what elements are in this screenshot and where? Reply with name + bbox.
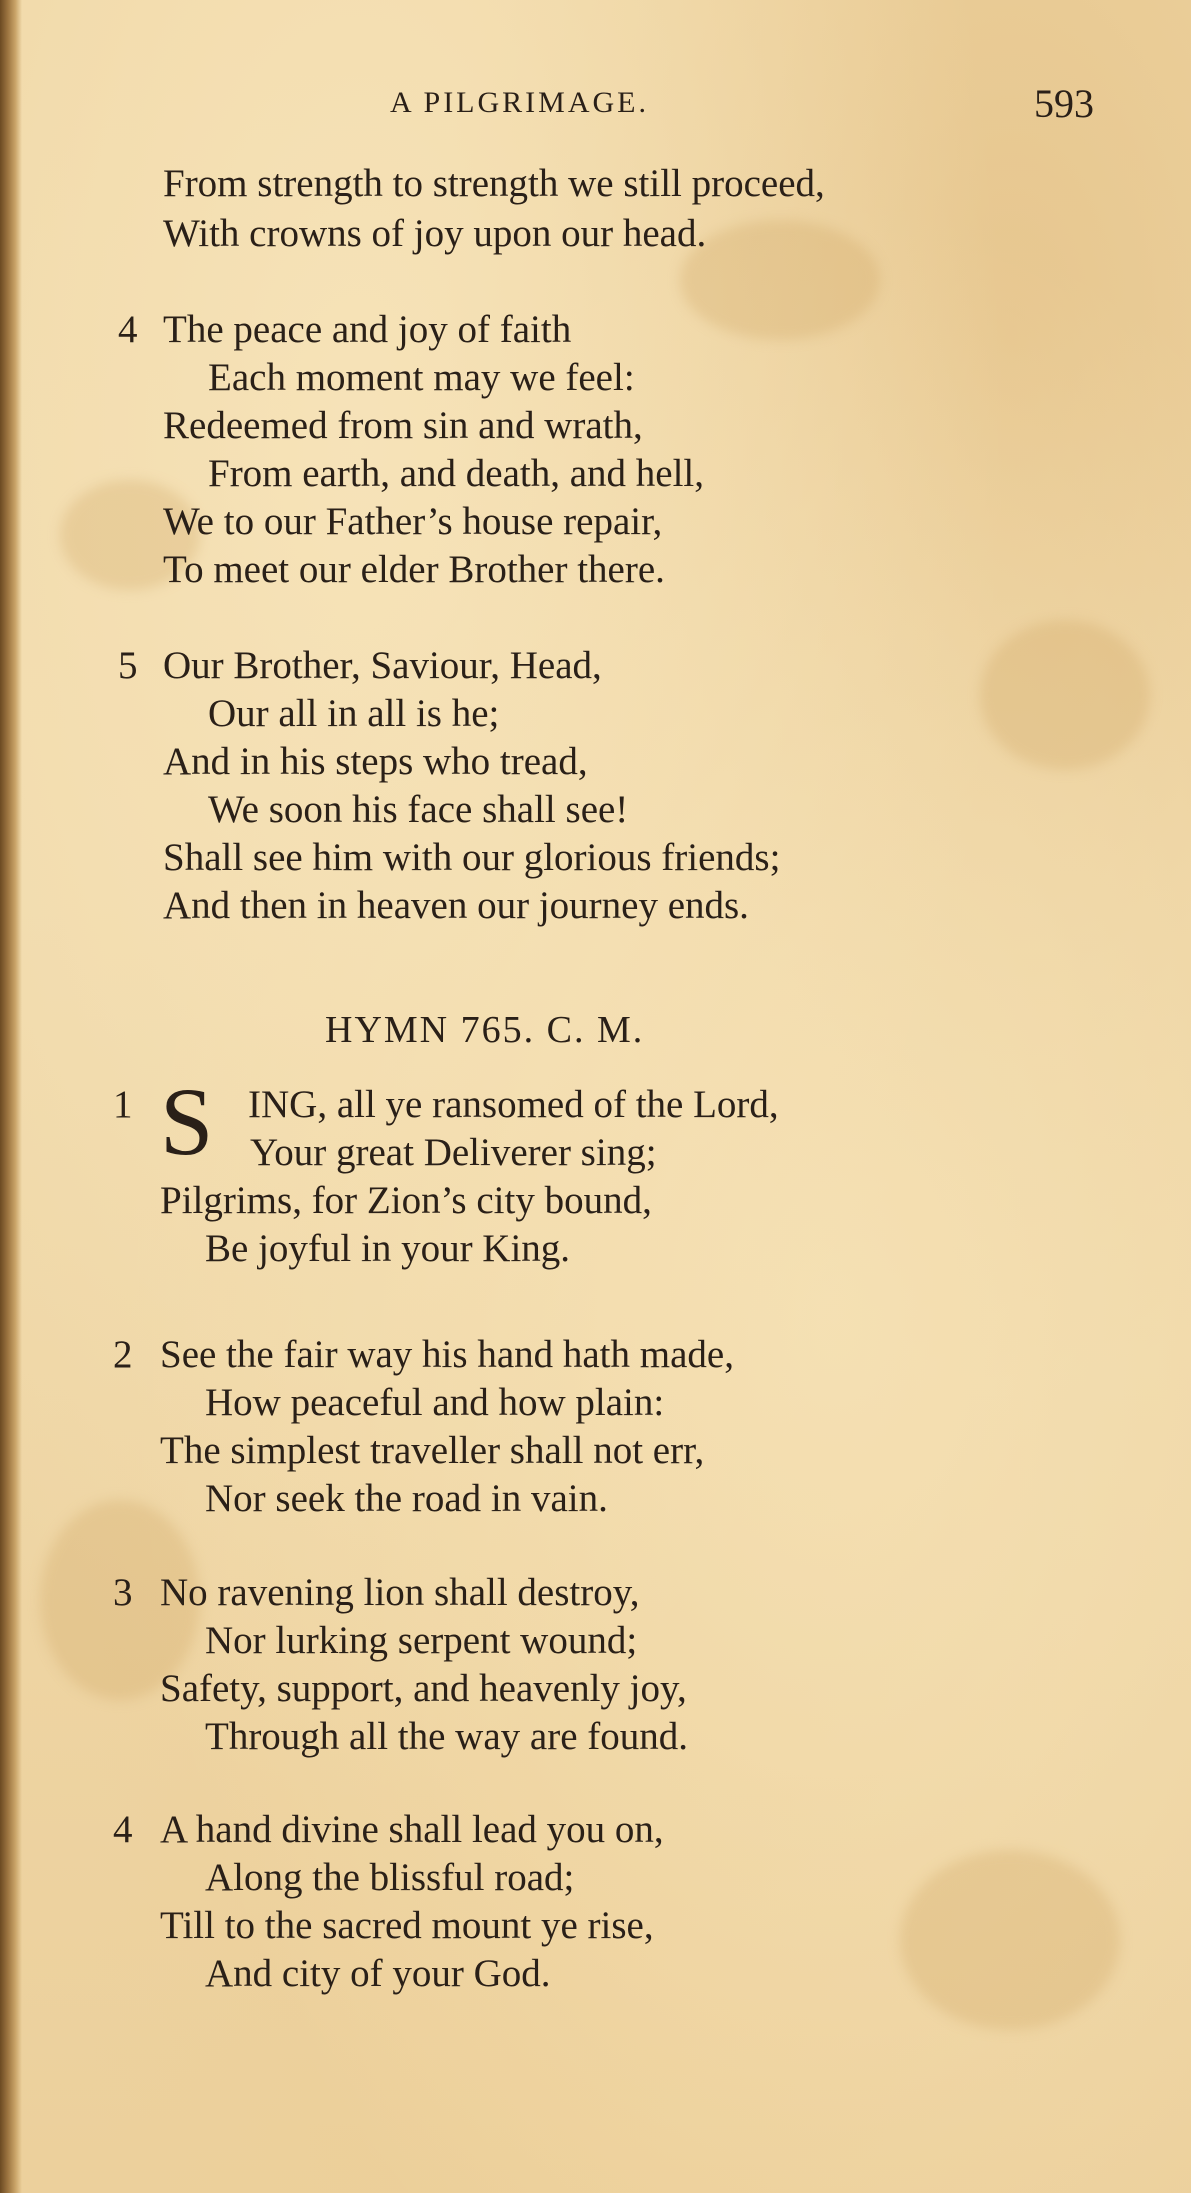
page-number: 593 — [1034, 81, 1094, 126]
stanza-number: 2 — [113, 1333, 133, 1376]
verse-line: And in his steps who tread, — [163, 740, 588, 783]
verse-line: The peace and joy of faith — [163, 308, 572, 351]
running-title: A PILGRIMAGE. — [390, 86, 650, 119]
verse-line: Till to the sacred mount ye rise, — [160, 1904, 654, 1947]
verse-line: Safety, support, and heavenly joy, — [160, 1667, 687, 1710]
verse-line: No ravening lion shall destroy, — [160, 1571, 640, 1614]
verse-line: Be joyful in your King. — [205, 1227, 571, 1270]
verse-line: A hand divine shall lead you on, — [160, 1808, 664, 1851]
verse-line: From strength to strength we still proceed, — [163, 162, 825, 205]
stanza-number: 5 — [118, 644, 138, 687]
verse-line: And city of your God. — [205, 1952, 551, 1995]
hymn-heading: HYMN 765. C. M. — [325, 1009, 645, 1051]
verse-line: We soon his face shall see! — [208, 788, 629, 831]
stanza-number: 1 — [113, 1083, 133, 1126]
paper-stain — [680, 220, 880, 340]
verse-line: Nor seek the road in vain. — [205, 1477, 608, 1520]
verse-line: Redeemed from sin and wrath, — [163, 404, 643, 447]
verse-line: Shall see him with our glorious friends; — [163, 836, 781, 879]
page-binding-edge — [0, 0, 22, 2193]
verse-line: Through all the way are found. — [205, 1715, 689, 1758]
stanza-number: 4 — [113, 1808, 133, 1851]
verse-line: To meet our elder Brother there. — [163, 548, 665, 591]
verse-line: See the fair way his hand hath made, — [160, 1333, 734, 1376]
verse-line: Our Brother, Saviour, Head, — [163, 644, 602, 687]
verse-line: ING, all ye ransomed of the Lord, — [248, 1083, 779, 1126]
stanza-number: 3 — [113, 1571, 133, 1614]
verse-line: And then in heaven our journey ends. — [163, 884, 749, 927]
drop-cap: S — [160, 1068, 214, 1175]
stanza-number: 4 — [118, 308, 138, 351]
page-header — [0, 80, 1191, 130]
verse-line: Nor lurking serpent wound; — [205, 1619, 638, 1662]
verse-line: Along the blissful road; — [205, 1856, 575, 1899]
verse-line: How peaceful and how plain: — [205, 1381, 665, 1424]
verse-line: Each moment may we feel: — [208, 356, 635, 399]
verse-line: With crowns of joy upon our head. — [163, 212, 707, 255]
verse-line: Your great Deliverer sing; — [250, 1131, 657, 1174]
verse-line: We to our Father’s house repair, — [163, 500, 663, 543]
paper-stain — [900, 1850, 1120, 2030]
paper-stain — [980, 620, 1150, 770]
verse-line: Our all in all is he; — [208, 692, 500, 735]
verse-line: Pilgrims, for Zion’s city bound, — [160, 1179, 652, 1222]
verse-line: The simplest traveller shall not err, — [160, 1429, 705, 1472]
verse-line: From earth, and death, and hell, — [208, 452, 705, 495]
